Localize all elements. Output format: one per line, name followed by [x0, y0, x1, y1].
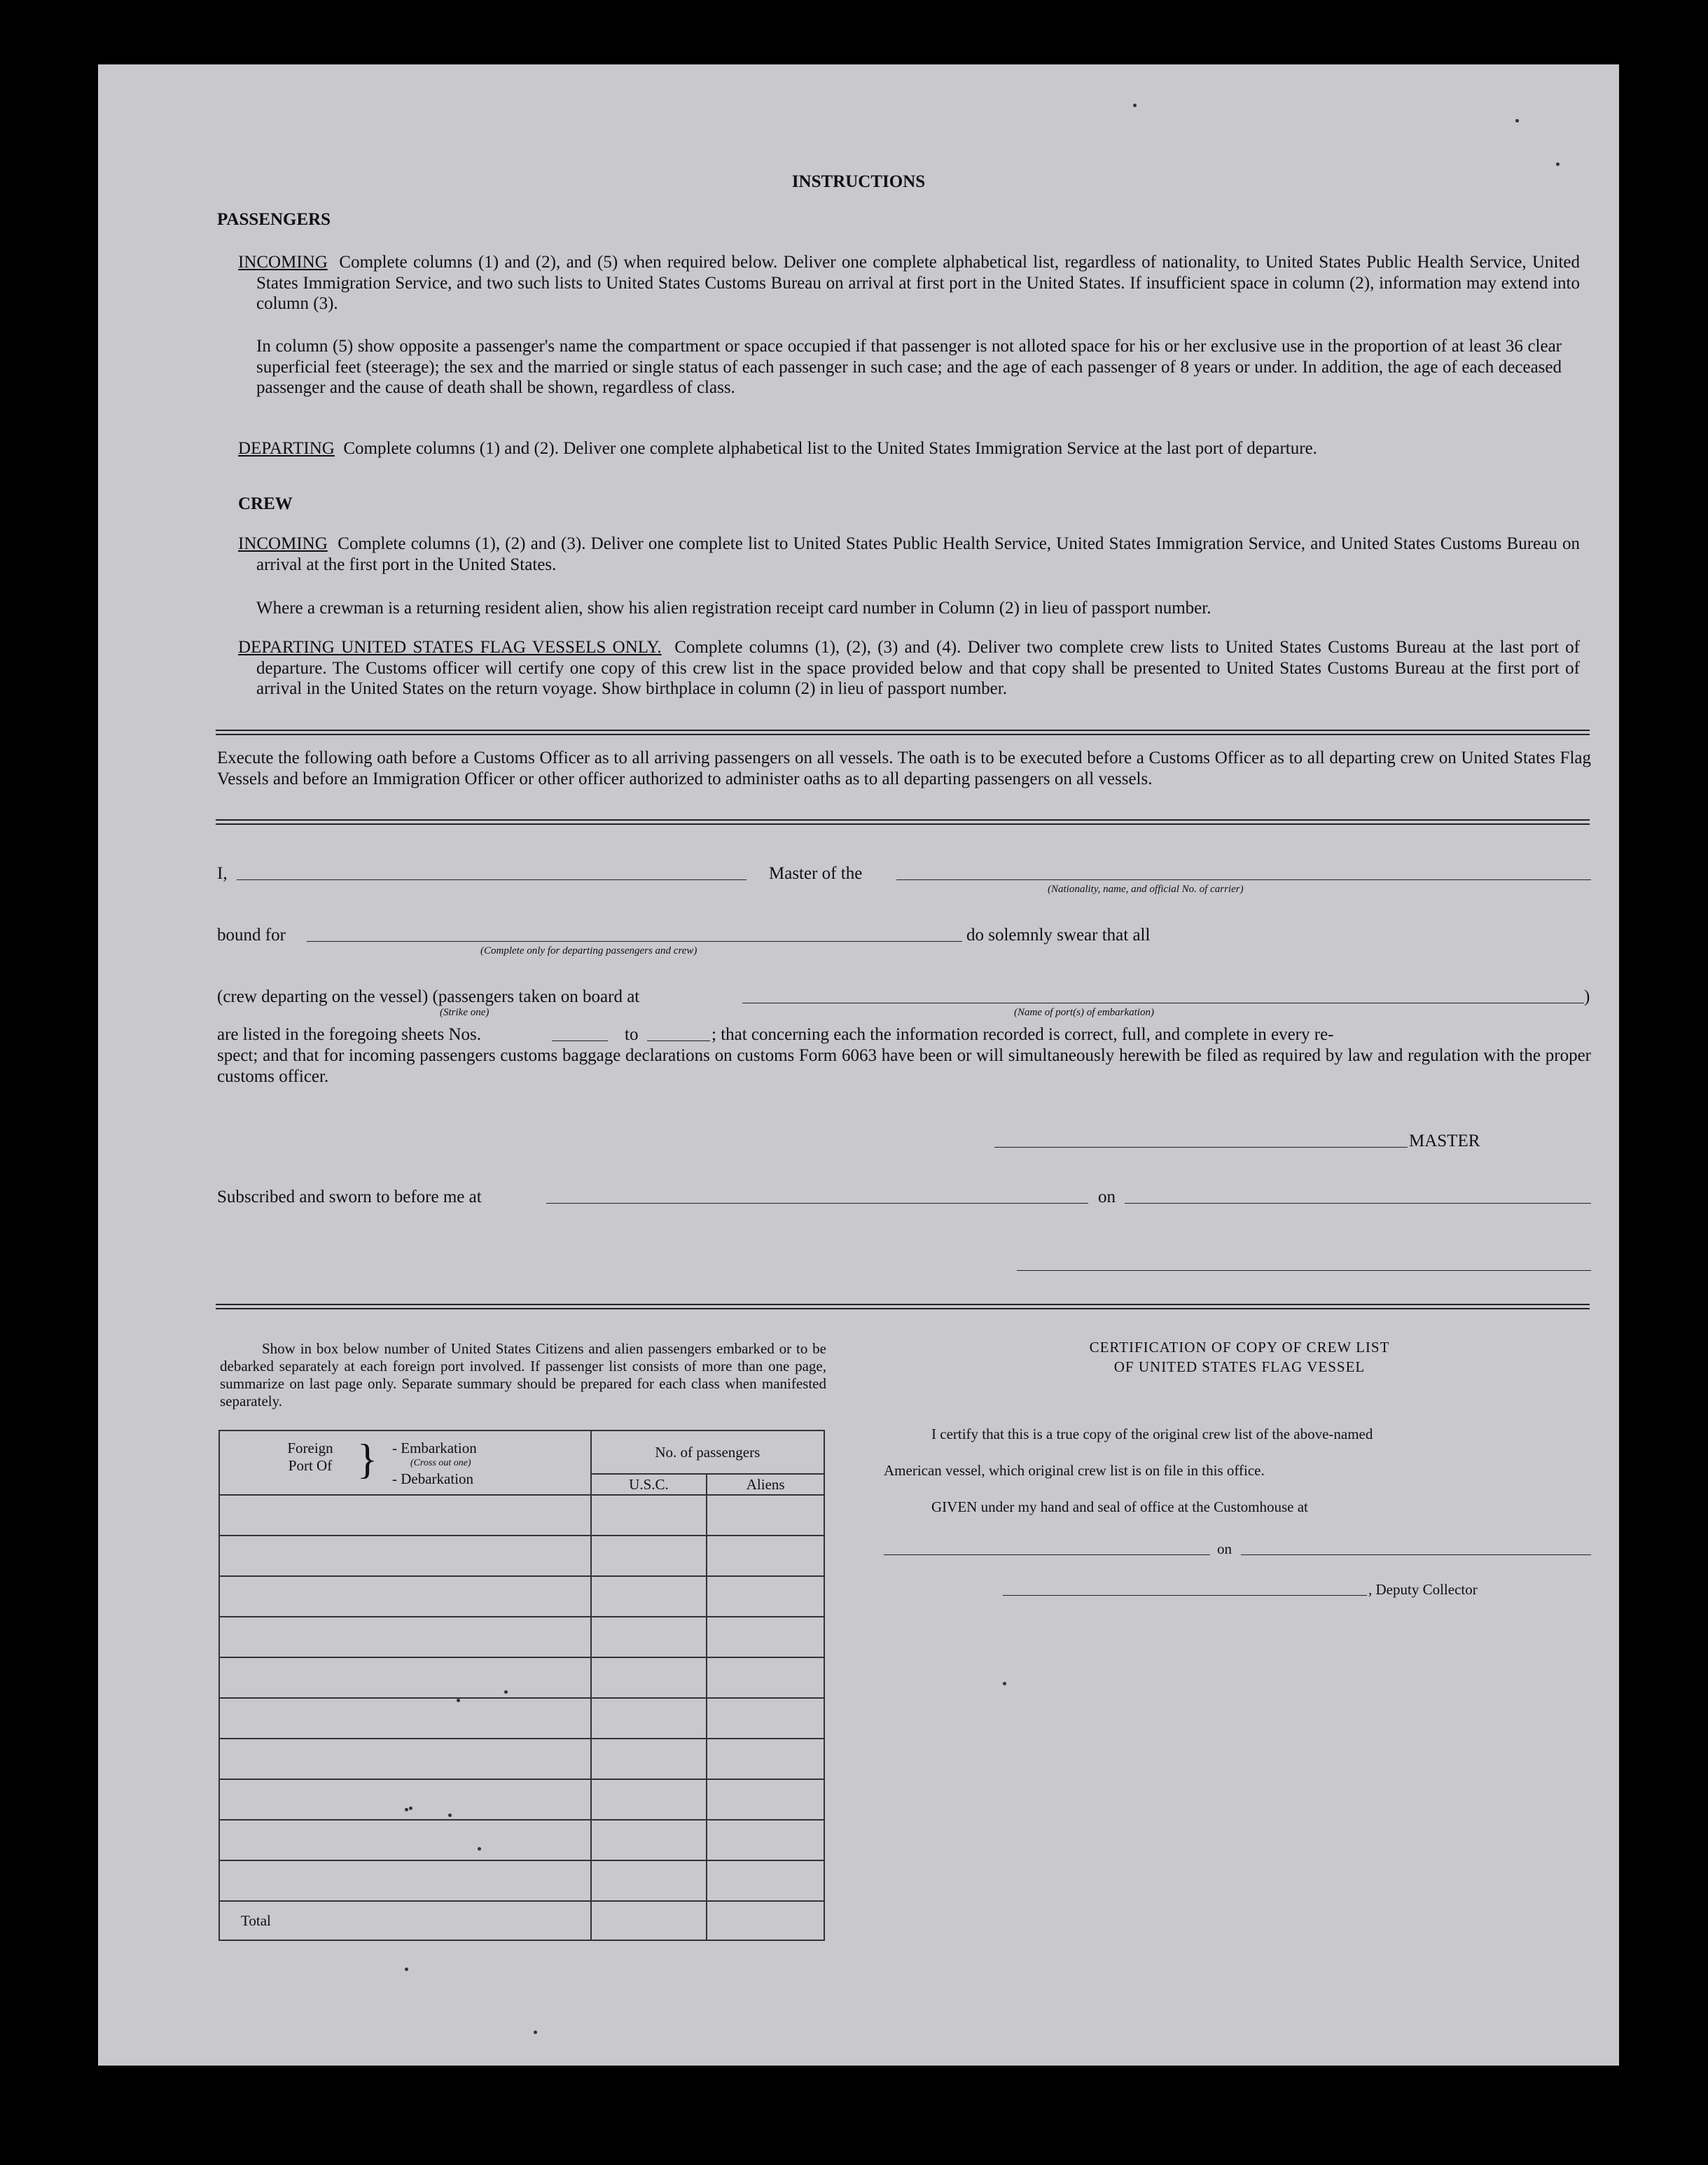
- table-row: [219, 1495, 824, 1536]
- port-cell[interactable]: [219, 1536, 591, 1576]
- sheet-from-line[interactable]: [552, 1040, 608, 1041]
- usc-cell[interactable]: [591, 1536, 707, 1576]
- document-page: [98, 64, 1619, 2066]
- table-row: [219, 1698, 824, 1739]
- master-of-the-label: Master of the: [769, 864, 863, 883]
- debarkation-label: - Debarkation: [392, 1470, 474, 1487]
- crew-incoming-paragraph: [238, 534, 1580, 575]
- aliens-cell[interactable]: [707, 1698, 824, 1739]
- incoming-text: Complete columns (1) and (2), and (5) when required below. Deliver one complete alphabetical list, regardless of nationality, to United States Public Health Service, United States Immigration Service, and two such lists to United States Customs Bureau on arrival at first port in the United States. If insufficient space in column (2), information may extend into column (3).: [256, 253, 1580, 313]
- table-row: [219, 1576, 824, 1617]
- port-cell[interactable]: [219, 1495, 591, 1536]
- passengers-departing-paragraph: [238, 438, 1580, 459]
- customhouse-line[interactable]: [884, 1554, 1210, 1555]
- certification-on-label: on: [1217, 1540, 1232, 1557]
- passengers-incoming-paragraph: [238, 252, 1580, 314]
- passengers-incoming-note: In column (5) show opposite a passenger's name the compartment or space occupied if that passenger is not alloted space for his or her exclusive use in the proportion of at least 36 clear superficial feet (steerage); the sex and the married or single status of each passenger in such case; and the age of each passenger of 8 years or under. In addition, the age of each deceased passenger and the cause of death shall be shown, regardless of class.: [256, 337, 1562, 397]
- usc-cell[interactable]: [591, 1495, 707, 1536]
- certification-line-1: I certify that this is a true copy of the original crew list of the above-named: [931, 1426, 1373, 1442]
- master-signature-line[interactable]: [994, 1147, 1408, 1148]
- crew-incoming-text: Complete columns (1), (2) and (3). Deliver one complete list to United States Public Health Service, United States Immigration Service, and United States Customs Bureau on arrival at the first port in the United States.: [256, 534, 1580, 574]
- master-name-line[interactable]: [237, 879, 747, 880]
- foreign-port-of-label: Foreign Port Of: [287, 1440, 333, 1474]
- port-cell[interactable]: [219, 1657, 591, 1698]
- usc-cell[interactable]: [591, 1820, 707, 1860]
- incoming-label: INCOMING: [238, 253, 328, 272]
- aliens-total-cell[interactable]: [707, 1901, 824, 1940]
- table-row: [219, 1617, 824, 1657]
- total-label: Total: [219, 1901, 591, 1940]
- ink-speck: [504, 1690, 508, 1694]
- aliens-cell[interactable]: [707, 1820, 824, 1860]
- aliens-cell[interactable]: [707, 1779, 824, 1820]
- total-row: [219, 1901, 824, 1940]
- aliens-cell[interactable]: [707, 1617, 824, 1657]
- table-row: [219, 1536, 824, 1576]
- listed-end: spect; and that for incoming passengers customs baggage declarations on customs Form 6063 have been or will simultaneously herewith be filed as required by law and regulation with the proper customs officer.: [217, 1046, 1591, 1086]
- deputy-signature-line[interactable]: [1003, 1595, 1367, 1596]
- usc-cell[interactable]: [591, 1860, 707, 1901]
- certification-line-3: GIVEN under my hand and seal of office at the Customhouse at: [931, 1498, 1308, 1515]
- sworn-date-line[interactable]: [1125, 1203, 1591, 1204]
- oath-intro: Execute the following oath before a Customs Officer as to all arriving passengers on all vessels. The oath is to be executed before a Customs Officer as to all departing crew on United States Flag Vessels and before an Immigration Officer or other officer authorized to administer oaths as to all departing passengers on all vessels.: [217, 749, 1591, 788]
- table-row: [219, 1657, 824, 1698]
- oath-i-label: I,: [217, 864, 228, 883]
- deputy-collector-label: , Deputy Collector: [1368, 1581, 1478, 1598]
- divider-double: [216, 1304, 1590, 1309]
- ink-speck: [1556, 162, 1560, 166]
- divider-double: [216, 730, 1590, 735]
- usc-total-cell[interactable]: [591, 1901, 707, 1940]
- officer-signature-line[interactable]: [1017, 1270, 1591, 1271]
- close-paren: ): [1584, 987, 1590, 1006]
- aliens-cell[interactable]: [707, 1576, 824, 1617]
- passenger-summary-table: [218, 1430, 825, 1941]
- crew-departing-label: DEPARTING UNITED STATES FLAG VESSELS ONLY.: [238, 638, 662, 657]
- swear-label: do solemnly swear that all: [966, 926, 1151, 945]
- ink-speck: [448, 1814, 452, 1817]
- usc-cell[interactable]: [591, 1576, 707, 1617]
- foreign-port-header: [219, 1430, 591, 1495]
- port-cell[interactable]: [219, 1860, 591, 1901]
- ink-speck: [409, 1807, 412, 1810]
- certification-date-line[interactable]: [1241, 1554, 1591, 1555]
- sworn-place-line[interactable]: [546, 1203, 1088, 1204]
- certification-title-2: OF UNITED STATES FLAG VESSEL: [1113, 1358, 1366, 1375]
- port-cell[interactable]: [219, 1739, 591, 1779]
- ink-speck: [1515, 119, 1519, 123]
- strike-one-caption: (Strike one): [440, 1007, 490, 1018]
- listed-start: are listed in the foregoing sheets Nos.: [217, 1025, 481, 1044]
- port-cell[interactable]: [219, 1617, 591, 1657]
- divider-double: [216, 819, 1590, 825]
- aliens-cell[interactable]: [707, 1657, 824, 1698]
- instructions-title: INSTRUCTIONS: [791, 172, 926, 191]
- aliens-cell[interactable]: [707, 1495, 824, 1536]
- ink-speck: [1003, 1682, 1006, 1685]
- crew-passengers-label: (crew departing on the vessel) (passengers taken on board at: [217, 987, 640, 1006]
- bound-caption: (Complete only for departing passengers and crew): [480, 945, 697, 956]
- ink-speck: [405, 1968, 408, 1971]
- usc-cell[interactable]: [591, 1657, 707, 1698]
- port-cell[interactable]: [219, 1698, 591, 1739]
- master-label: MASTER: [1409, 1132, 1480, 1150]
- aliens-header: Aliens: [707, 1474, 824, 1495]
- carrier-line[interactable]: [896, 879, 1591, 880]
- crew-incoming-note: Where a crewman is a returning resident alien, show his alien registration receipt card number in Column (2) in lieu of passport number.: [256, 599, 1211, 618]
- brace-icon: }: [357, 1436, 377, 1482]
- table-row: [219, 1860, 824, 1901]
- ink-speck: [405, 1808, 408, 1811]
- table-row: [219, 1739, 824, 1779]
- departing-label: DEPARTING: [238, 439, 335, 458]
- bound-for-line[interactable]: [307, 941, 962, 942]
- crew-incoming-label: INCOMING: [238, 534, 328, 553]
- certification-line-2: American vessel, which original crew list is on file in this office.: [884, 1462, 1265, 1479]
- summary-intro: Show in box below number of United States Citizens and alien passengers embarked or to be debarked separately at each foreign port involved. If passenger list consists of more than one page, summarize on last page only. Separate summary should be prepared for each class when manifested separately.: [220, 1340, 826, 1409]
- usc-cell[interactable]: [591, 1779, 707, 1820]
- aliens-cell[interactable]: [707, 1860, 824, 1901]
- carrier-caption: (Nationality, name, and official No. of carrier): [1048, 884, 1244, 895]
- aliens-cell[interactable]: [707, 1739, 824, 1779]
- no-of-passengers-header: No. of passengers: [591, 1430, 824, 1474]
- listed-middle: ; that concerning each the information recorded is correct, full, and complete in every re-: [711, 1025, 1334, 1044]
- passengers-heading: PASSENGERS: [217, 210, 331, 229]
- sworn-on-label: on: [1098, 1188, 1116, 1206]
- cross-out-caption: (Cross out one): [410, 1458, 471, 1468]
- embarkation-label: - Embarkation: [392, 1440, 477, 1456]
- ink-speck: [1133, 104, 1137, 107]
- sheet-to-line[interactable]: [647, 1040, 710, 1041]
- ink-speck: [478, 1847, 481, 1851]
- departing-text: Complete columns (1) and (2). Deliver one complete alphabetical list to the United States Immigration Service at the last port of departure.: [343, 439, 1317, 458]
- usc-header: U.S.C.: [591, 1474, 707, 1495]
- port-cell[interactable]: [219, 1820, 591, 1860]
- crew-departing-paragraph: [238, 637, 1580, 699]
- port-caption: (Name of port(s) of embarkation): [1014, 1007, 1154, 1018]
- certification-title-1: CERTIFICATION OF COPY OF CREW LIST: [1089, 1339, 1390, 1356]
- port-cell[interactable]: [219, 1779, 591, 1820]
- port-cell[interactable]: [219, 1576, 591, 1617]
- table-row: [219, 1820, 824, 1860]
- crew-heading: CREW: [238, 494, 293, 513]
- table-row: [219, 1779, 824, 1820]
- usc-cell[interactable]: [591, 1698, 707, 1739]
- table-header-row: [219, 1430, 824, 1474]
- subscribed-label: Subscribed and sworn to before me at: [217, 1188, 482, 1206]
- ink-speck: [534, 2031, 537, 2034]
- usc-cell[interactable]: [591, 1617, 707, 1657]
- bound-for-label: bound for: [217, 926, 286, 945]
- crew-departing-text: Complete columns (1), (2), (3) and (4). Deliver two complete crew lists to United States Customs Bureau at the last port of departure. The Customs officer will certify one copy of this crew list in the space provided below and that copy shall be presented to United States Customs Bureau at the first port of arrival in the United States on the return voyage. Show birthplace in column (2) in lieu of passport number.: [256, 638, 1581, 698]
- aliens-cell[interactable]: [707, 1536, 824, 1576]
- usc-cell[interactable]: [591, 1739, 707, 1779]
- ink-speck: [457, 1699, 460, 1702]
- listed-to: to: [625, 1025, 639, 1044]
